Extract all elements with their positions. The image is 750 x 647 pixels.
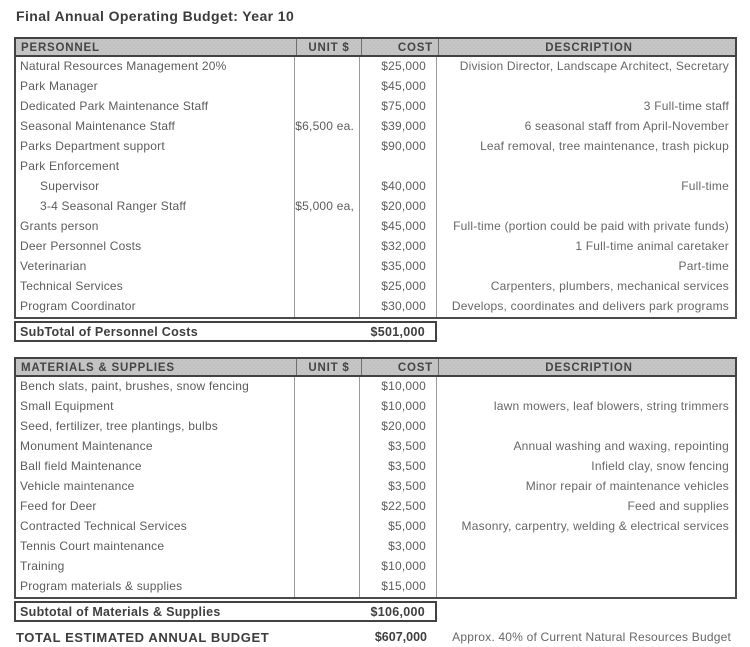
cell-cost: $32,000	[360, 237, 437, 257]
cell-name: Deer Personnel Costs	[16, 237, 295, 257]
cell-description: Masonry, carpentry, welding & electrical services	[461, 519, 729, 533]
cell-name: Park Manager	[16, 77, 295, 97]
cell-cost: $45,000	[360, 217, 437, 237]
cell-description	[437, 557, 735, 577]
column-header-unit: UNIT $	[297, 39, 362, 55]
table-row	[16, 577, 735, 597]
materials-subtotal-cost: $106,000	[370, 605, 425, 619]
cell-name: Small Equipment	[16, 397, 295, 417]
cell-cost: $39,000	[360, 117, 437, 137]
cell-description: Carpenters, plumbers, mechanical services	[490, 279, 729, 293]
cell-description	[437, 77, 735, 97]
table-row	[16, 477, 735, 497]
cell-unit	[295, 517, 360, 537]
cell-description: lawn mowers, leaf blowers, string trimmers	[493, 399, 729, 413]
table-row	[16, 57, 735, 77]
cell-cost: $90,000	[360, 137, 437, 157]
cell-unit	[295, 537, 360, 557]
cell-description: Leaf removal, tree maintenance, trash pickup	[480, 139, 729, 153]
cell-unit	[295, 437, 360, 457]
cell-name: Dedicated Park Maintenance Staff	[16, 97, 295, 117]
grand-total-label: TOTAL ESTIMATED ANNUAL BUDGET	[16, 630, 270, 645]
cell-description: Part-time	[678, 259, 729, 273]
cell-cost: $15,000	[360, 577, 437, 597]
cell-description: Infield clay, snow fencing	[591, 459, 729, 473]
cell-unit: $6,500 ea.	[295, 117, 360, 137]
cell-name: Monument Maintenance	[16, 437, 295, 457]
cell-description: Minor repair of maintenance vehicles	[525, 479, 729, 493]
table-row	[16, 437, 735, 457]
cell-unit	[295, 577, 360, 597]
cell-unit	[295, 277, 360, 297]
cell-name: Ball field Maintenance	[16, 457, 295, 477]
cell-cost: $3,500	[360, 437, 437, 457]
column-header-cost: COST	[362, 39, 439, 55]
cell-description: 6 seasonal staff from April-November	[524, 119, 729, 133]
cell-name: 3-4 Seasonal Ranger Staff	[16, 197, 295, 217]
table-row	[16, 377, 735, 397]
cell-cost: $5,000	[360, 517, 437, 537]
cell-unit	[295, 217, 360, 237]
cell-cost: $10,000	[360, 377, 437, 397]
cell-name: Vehicle maintenance	[16, 477, 295, 497]
personnel-subtotal-label: SubTotal of Personnel Costs	[20, 325, 199, 339]
cell-cost: $20,000	[360, 197, 437, 217]
cell-cost: $3,500	[360, 457, 437, 477]
cell-description	[437, 417, 735, 437]
table-row	[16, 217, 735, 237]
personnel-table-header	[14, 37, 737, 57]
cell-cost: $75,000	[360, 97, 437, 117]
table-row	[16, 97, 735, 117]
table-row	[16, 177, 735, 197]
grand-total-cost: $607,000	[374, 630, 427, 644]
cell-description	[437, 197, 735, 217]
cell-name: Program Coordinator	[16, 297, 295, 317]
table-row	[16, 457, 735, 477]
table-row	[16, 77, 735, 97]
table-row	[16, 297, 735, 317]
cell-unit: $5,000 ea,	[295, 197, 360, 217]
cell-name: Tennis Court maintenance	[16, 537, 295, 557]
cell-unit	[295, 157, 360, 177]
materials-table-header	[14, 357, 737, 377]
table-row	[16, 257, 735, 277]
table-row	[16, 397, 735, 417]
cell-name: Grants person	[16, 217, 295, 237]
cell-unit	[295, 97, 360, 117]
page-title: Final Annual Operating Budget: Year 10	[16, 8, 295, 24]
cell-cost: $35,000	[360, 257, 437, 277]
personnel-table-body	[14, 57, 737, 319]
cell-description: Full-time	[681, 179, 729, 193]
cell-unit	[295, 137, 360, 157]
materials-subtotal-label: Subtotal of Materials & Supplies	[20, 605, 221, 619]
cell-cost: $22,500	[360, 497, 437, 517]
column-header-unit: UNIT $	[297, 359, 362, 375]
cell-unit	[295, 457, 360, 477]
cell-cost: $3,000	[360, 537, 437, 557]
personnel-subtotal-row	[14, 321, 437, 342]
table-row	[16, 537, 735, 557]
column-header-materials: MATERIALS & SUPPLIES	[16, 359, 297, 375]
cell-cost: $20,000	[360, 417, 437, 437]
table-row	[16, 417, 735, 437]
cell-cost	[360, 157, 437, 177]
materials-subtotal-row	[14, 601, 437, 622]
cell-description: Feed and supplies	[627, 499, 729, 513]
personnel-subtotal-cost: $501,000	[370, 325, 425, 339]
materials-table	[14, 357, 737, 622]
cell-name: Seasonal Maintenance Staff	[16, 117, 295, 137]
table-row	[16, 517, 735, 537]
cell-unit	[295, 177, 360, 197]
cell-cost: $10,000	[360, 557, 437, 577]
cell-name: Contracted Technical Services	[16, 517, 295, 537]
cell-name: Supervisor	[16, 177, 295, 197]
column-header-description: DESCRIPTION	[545, 42, 633, 54]
cell-unit	[295, 557, 360, 577]
cell-description	[437, 537, 735, 557]
cell-name: Technical Services	[16, 277, 295, 297]
cell-unit	[295, 297, 360, 317]
table-row	[16, 117, 735, 137]
cell-cost: $10,000	[360, 397, 437, 417]
table-row	[16, 557, 735, 577]
cell-description	[437, 157, 735, 177]
table-row	[16, 497, 735, 517]
cell-description: Annual washing and waxing, repointing	[513, 439, 729, 453]
column-header-personnel: PERSONNEL	[16, 39, 297, 55]
cell-name: Veterinarian	[16, 257, 295, 277]
cell-name: Program materials & supplies	[16, 577, 295, 597]
cell-description	[437, 377, 735, 397]
cell-description: 1 Full-time animal caretaker	[575, 239, 729, 253]
cell-cost: $3,500	[360, 477, 437, 497]
table-row	[16, 277, 735, 297]
column-header-cost: COST	[362, 359, 439, 375]
table-row	[16, 137, 735, 157]
cell-cost: $25,000	[360, 57, 437, 77]
cell-description: Develops, coordinates and delivers park programs	[451, 299, 729, 313]
cell-cost: $40,000	[360, 177, 437, 197]
cell-cost: $25,000	[360, 277, 437, 297]
table-gap	[14, 342, 737, 357]
cell-unit	[295, 377, 360, 397]
cell-cost: $45,000	[360, 77, 437, 97]
column-header-description: DESCRIPTION	[545, 362, 633, 374]
cell-unit	[295, 77, 360, 97]
cell-unit	[295, 477, 360, 497]
cell-description: 3 Full-time staff	[643, 99, 729, 113]
cell-name: Seed, fertilizer, tree plantings, bulbs	[16, 417, 295, 437]
cell-unit	[295, 57, 360, 77]
cell-name: Feed for Deer	[16, 497, 295, 517]
cell-unit	[295, 237, 360, 257]
cell-name: Bench slats, paint, brushes, snow fencing	[16, 377, 295, 397]
grand-total-note: Approx. 40% of Current Natural Resources Budget	[452, 630, 731, 644]
cell-name: Parks Department support	[16, 137, 295, 157]
personnel-table	[14, 37, 737, 342]
cell-name: Training	[16, 557, 295, 577]
materials-table-body	[14, 377, 737, 599]
cell-unit	[295, 257, 360, 277]
cell-description	[437, 577, 735, 597]
cell-description: Full-time (portion could be paid with private funds)	[453, 219, 729, 233]
table-row	[16, 237, 735, 257]
grand-total-row	[14, 629, 737, 647]
cell-description: Division Director, Landscape Architect, Secretary	[459, 59, 729, 73]
table-row	[16, 197, 735, 217]
cell-unit	[295, 397, 360, 417]
cell-cost: $30,000	[360, 297, 437, 317]
cell-unit	[295, 497, 360, 517]
cell-name: Park Enforcement	[16, 157, 295, 177]
cell-unit	[295, 417, 360, 437]
cell-name: Natural Resources Management 20%	[16, 57, 295, 77]
table-row	[16, 157, 735, 177]
